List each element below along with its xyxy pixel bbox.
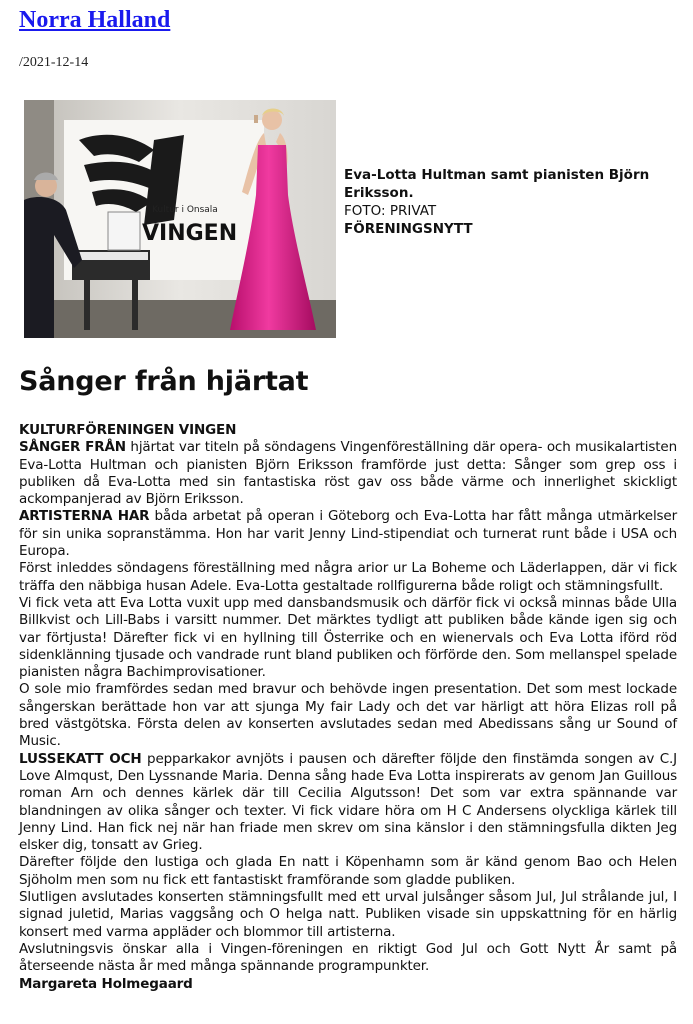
paragraph-lead: LUSSEKATT OCH xyxy=(19,750,142,767)
paragraph: Först inleddes söndagens föreställning med några arior ur La Boheme och Läderlappen, där vi fick träffa den näbbiga husan Adele. Eva-Lotta gestaltade rollfigurerna både roligt och stämningsfullt. xyxy=(19,560,677,594)
caption-credit: FOTO: PRIVAT xyxy=(344,203,437,219)
paragraph xyxy=(19,751,677,855)
paragraph: Avslutningsvis önskar alla i Vingen-föreningen en riktigt God Jul och Gott Nytt År samt på återseende nästa år med många spännande programpunkter. xyxy=(19,940,677,975)
article-author: Margareta Holmegaard xyxy=(19,975,193,992)
paragraph-text: hjärtat var titeln på söndagens Vingenföreställning där opera- och musikalartisten Eva-Lotta Hultman och pianisten Björn Eriksson framförde just detta: Sånger som grep oss i publiken då Eva-Lotta med sin fantastiska röst gav oss både värme och innerlighet skickligt ackompanjerad av Björn Eriksson. xyxy=(19,439,677,508)
article-body xyxy=(19,422,677,993)
banner-text-small: Kultur i Onsala xyxy=(152,205,218,215)
banner-text-large: VINGEN xyxy=(142,221,238,246)
photo-caption xyxy=(344,166,674,238)
article-photo xyxy=(24,100,336,338)
article-subhead: KULTURFÖRENINGEN VINGEN xyxy=(19,422,237,438)
publication-link[interactable]: Norra Halland xyxy=(19,7,171,33)
paragraph: Därefter följde den lustiga och glada En natt i Köpenhamn som är känd genom Bao och Helen Sjöholm men som nu fick ett fantastiskt framförande som gladde publiken. xyxy=(19,854,677,888)
paragraph-text: pepparkakor avnjöts i pausen och därefter följde den finstämda songen av C.J Love Almqust, Den Lyssnande Maria. Denna sång hade Eva Lotta inspirerats av genom Jan Guillous roman Arn och dennes kärlek där till Cecilia Algutsson! Det som var extra spännande var blandningen av olika sånger och texter. Vi fick vidare höra om H C Andersens olyckliga kärlek till Jenny Lind. Han fick nej när han friade men skrev om sina känslor i den stämningsfulla dikten Jeg elsker dig, tonsatt av Grieg. xyxy=(19,750,678,854)
caption-text: Eva-Lotta Hultman samt pianisten Björn Eriksson. xyxy=(344,167,650,201)
photo-illustration xyxy=(24,100,336,338)
paragraph: O sole mio framfördes sedan med bravur och behövde ingen presentation. Det som mest lockade sångerskan berättade hon var att sjunga My fair Lady och det var härligt att höra Elizas roll på bred västgötska. Första delen av konserten avslutades sedan med Abedissans sång ur Sound of Music. xyxy=(19,681,677,750)
paragraph xyxy=(19,439,677,508)
article-headline: Sånger från hjärtat xyxy=(19,366,309,397)
publication-date: /2021-12-14 xyxy=(19,55,89,70)
paragraph-lead: ARTISTERNA HAR xyxy=(19,508,150,525)
caption-section: FÖRENINGSNYTT xyxy=(344,221,473,237)
paragraph xyxy=(19,508,677,560)
paragraph-text: båda arbetat på operan i Göteborg och Eva-Lotta har fått många utmärkelser för sin unika sopranstämma. Hon har varit Jenny Lind-stipendiat och turnerat runt både i USA och Europa. xyxy=(19,508,677,560)
paragraph: Vi fick veta att Eva Lotta vuxit upp med dansbandsmusik och därför fick vi också minnas både Ulla Billkvist och Lill-Babs i varsitt nummer. Det märktes tydligt att publiken både kände igen sig och var förtjusta! Därefter fick vi en hyllning till Österrike och en wienervals och Eva Lotta iförd röd sidenklänning tjusade och vandrade runt bland publiken och förförde den. Som mellanspel spelade pianisten några Bachimprovisationer. xyxy=(19,594,677,681)
paragraph: Slutligen avslutades konserten stämningsfullt med ett urval julsånger såsom Jul, Jul strålande jul, I signad juletid, Marias vaggsång och O helga natt. Publiken visade sin uppskattning för en härlig konsert med varma appläder och blommor till artisterna. xyxy=(19,889,677,940)
paragraph-lead: SÅNGER FRÅN xyxy=(19,439,126,456)
